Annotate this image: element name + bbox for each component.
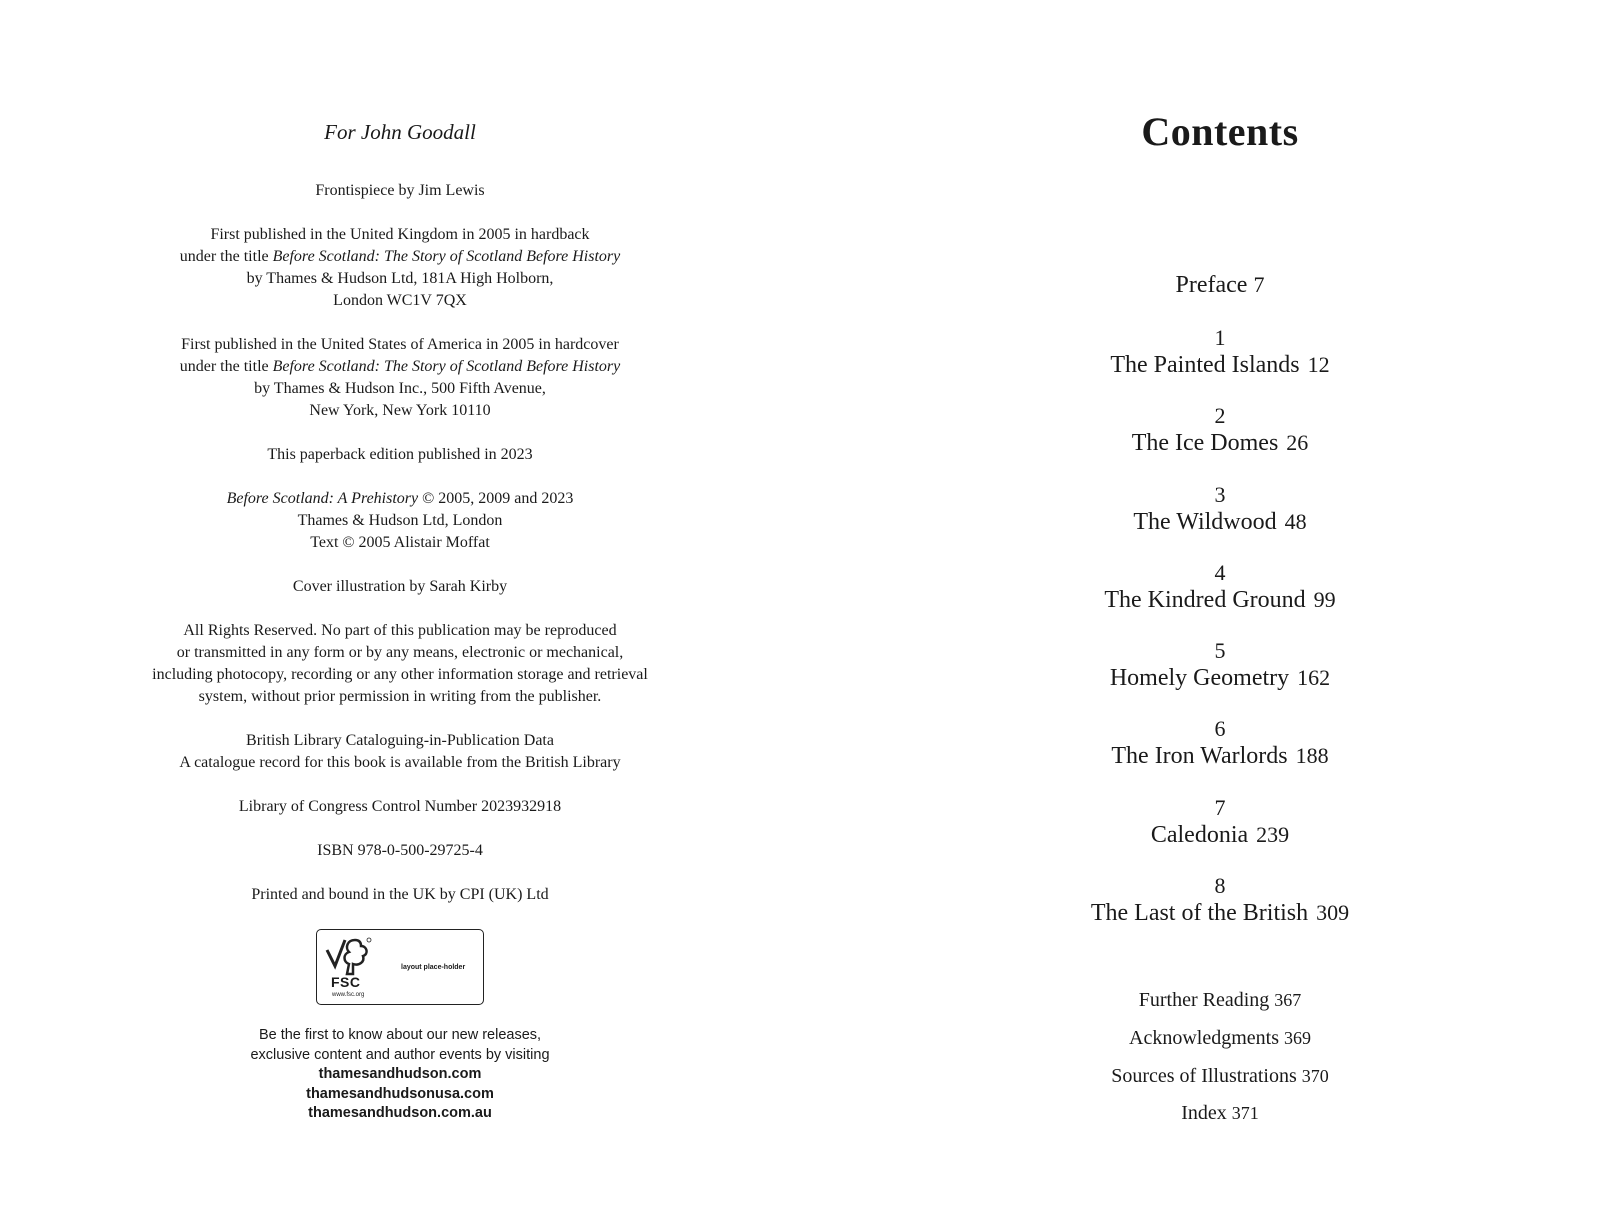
toc-chapter[interactable]: 6 The Iron Warlords 188 [1111, 716, 1329, 769]
cip-data: British Library Cataloguing-in-Publication Data A catalogue record for this book is available from the British Library [179, 732, 621, 771]
toc-chapter[interactable]: 1 The Painted Islands 12 [1110, 325, 1330, 378]
toc-chapter[interactable]: 8 The Last of the British 309 [1090, 873, 1350, 926]
website-link[interactable]: thamesandhudson.com [318, 1066, 482, 1082]
toc-chapter[interactable]: 5 Homely Geometry 162 [1109, 638, 1331, 691]
us-publication: First published in the United States of America in 2005 in hardcover under the title Before Scotland: The Story of Scotland Before History by Thames & Hudson Inc., 500 Fifth Avenue, New York, New York 10110 [179, 336, 621, 419]
toc-chapter[interactable]: 7 Caledonia 239 [1150, 795, 1290, 848]
copyright-page [80, 0, 720, 1228]
contents-page [1000, 0, 1440, 1228]
dedication: For John Goodall [324, 120, 476, 144]
page-title: Contents [1141, 109, 1299, 154]
toc-chapter[interactable]: 4 The Kindred Ground 99 [1104, 560, 1336, 613]
isbn: ISBN 978-0-500-29725-4 [317, 842, 483, 859]
fsc-logo [316, 929, 484, 1005]
tree-check-icon [325, 936, 373, 976]
website-link[interactable]: thamesandhudson.com.au [308, 1105, 492, 1121]
website-link[interactable]: thamesandhudsonusa.com [306, 1085, 494, 1102]
fsc-placeholder: layout place-holder [401, 964, 466, 971]
fsc-url: www.fsc.org [332, 992, 365, 998]
rights-notice: All Rights Reserved. No part of this publication may be reproduced or transmitted in any form or by any means, electronic or mechanical, including photocopy, recording or any other information storage and retrieval system, without prior permission in writing from the publisher. [152, 622, 648, 705]
frontispiece-credit: Frontispiece by Jim Lewis [315, 182, 485, 199]
uk-publication: First published in the United Kingdom in 2005 in hardback under the title Before Scotland: The Story of Scotland Before History by Thames & Hudson Ltd, 181A High Holborn, London WC1V 7QX [179, 226, 621, 309]
printer-credit: Printed and bound in the UK by CPI (UK) Ltd [251, 886, 549, 903]
toc-preface[interactable]: Preface 7 [1175, 272, 1265, 298]
toc-backmatter[interactable]: Acknowledgments 369 [1129, 1027, 1311, 1049]
imprint-block [80, 180, 720, 928]
promo-block: Be the first to know about our new releases, exclusive content and author events by visiting thamesandhudson.com thamesandhudsonusa.com thamesandhudson.com.au [80, 1026, 720, 1124]
loc-number: Library of Congress Control Number 2023932918 [238, 798, 562, 815]
fsc-label: FSC [331, 974, 361, 990]
paperback-edition: This paperback edition published in 2023 [267, 446, 533, 463]
toc-chapter[interactable]: 2 The Ice Domes 26 [1131, 403, 1309, 456]
cover-credit: Cover illustration by Sarah Kirby [292, 578, 508, 595]
toc-backmatter[interactable]: Sources of Illustrations 370 [1111, 1065, 1329, 1087]
toc-backmatter[interactable]: Further Reading 367 [1138, 989, 1302, 1011]
toc-backmatter[interactable]: Index 371 [1181, 1102, 1259, 1124]
toc-chapter[interactable]: 3 The Wildwood 48 [1133, 482, 1307, 535]
copyright-notice: Before Scotland: A Prehistory © 2005, 2009 and 2023 Thames & Hudson Ltd, London Text © 2005 Alistair Moffat [226, 490, 574, 551]
